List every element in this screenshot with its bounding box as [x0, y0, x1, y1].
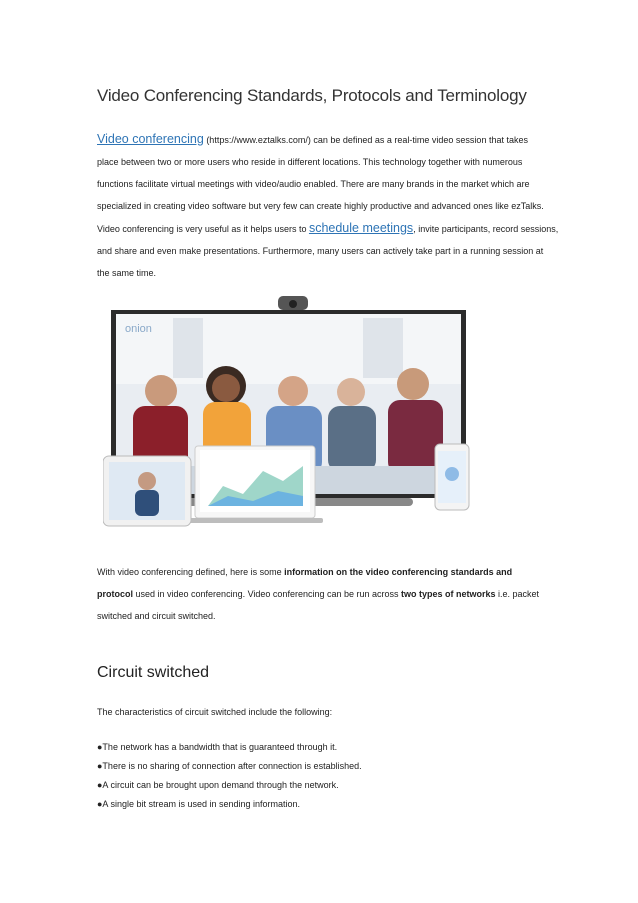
schedule-meetings-link[interactable]: schedule meetings — [308, 221, 414, 235]
intro-line-4: specialized in creating video software but very few can create highly productive and advanced ones like ezTalks. — [97, 201, 544, 211]
list-item: ●There is no sharing of connection after connection is established. — [97, 761, 362, 771]
list-item: ●The network has a bandwidth that is guaranteed through it. — [97, 742, 338, 752]
page-title: Video Conferencing Standards, Protocols and Terminology — [97, 86, 527, 105]
characteristics-list — [97, 738, 362, 814]
intro-line-2: place between two or more users who reside in different locations. This technology together with numerous — [97, 157, 523, 167]
intro-line-1: Video conferencing (https://www.eztalks.com/) can be defined as a real-time video session that takes — [97, 132, 528, 146]
intro-paragraph — [97, 128, 557, 284]
video-conferencing-link[interactable]: Video conferencing — [97, 132, 204, 146]
intro-line-3: functions facilitate virtual meetings with video/audio enabled. There are many brands in the market which are — [97, 179, 530, 189]
video-conference-illustration — [103, 296, 478, 531]
section-heading: Circuit switched — [97, 664, 210, 681]
networks-paragraph: With video conferencing defined, here is some information on the video conferencing standards and protocol used in video conferencing. Video conferencing can be run across two types of networks i.e. packet switched and circuit switched. — [97, 567, 540, 621]
tv-brand-logo: onion — [125, 323, 152, 335]
intro-line-5: Video conferencing is very useful as it helps users to schedule meetings, invite participants, record sessions, — [97, 221, 559, 235]
intro-line-7: the same time. — [97, 268, 157, 278]
eztalks-url: (https://www.eztalks.com/) — [206, 135, 311, 145]
section-intro: The characteristics of circuit switched include the following: — [97, 707, 333, 717]
list-item: ●A circuit can be brought upon demand through the network. — [97, 780, 339, 790]
list-item: ●A single bit stream is used in sending information. — [97, 799, 301, 809]
intro-line-6: and share and even make presentations. Furthermore, many users can actively take part in a running session at — [97, 246, 544, 256]
